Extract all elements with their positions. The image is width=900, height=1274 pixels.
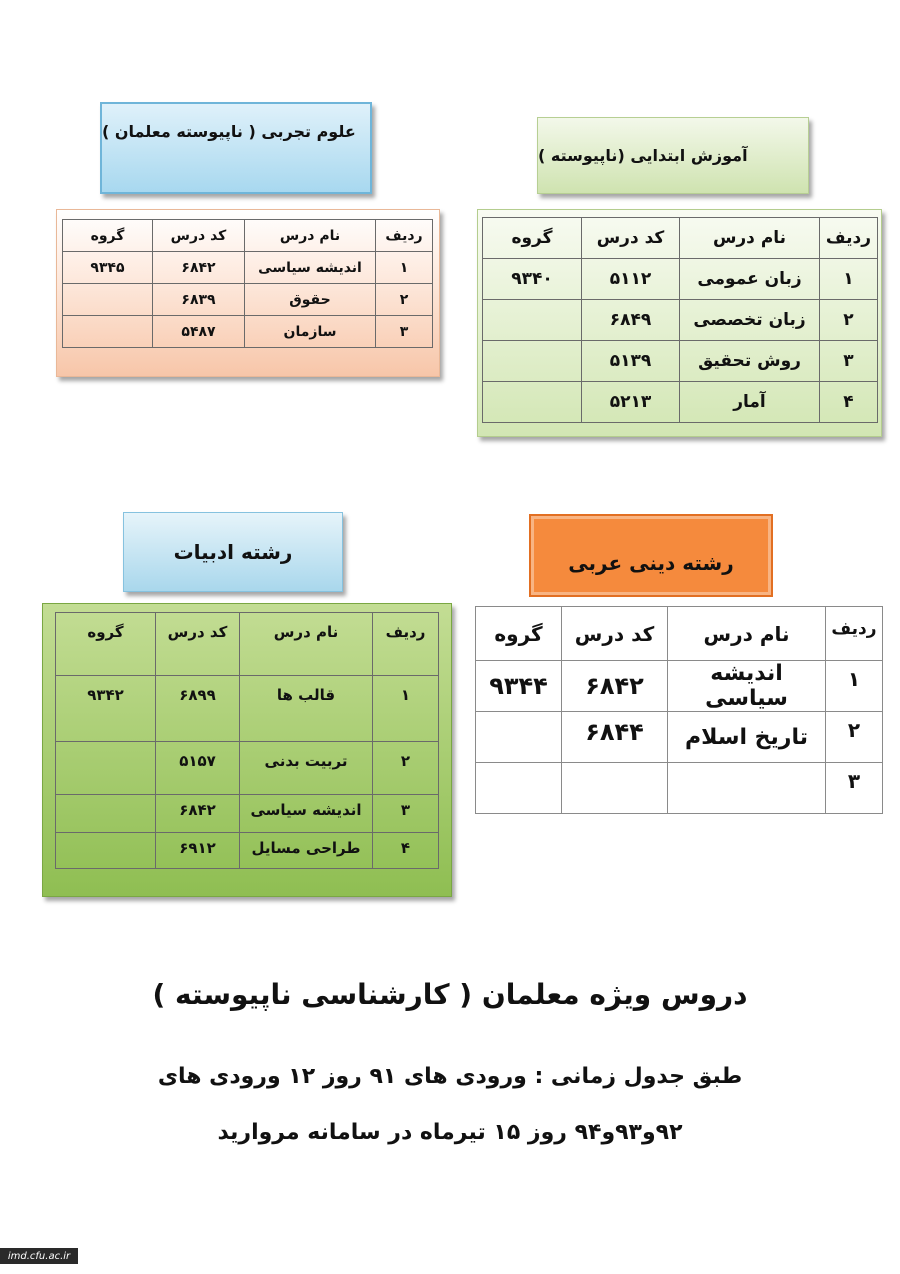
course-code: ۶۸۴۹: [582, 300, 680, 341]
row-number: ۳: [826, 763, 883, 814]
table-row: [483, 382, 878, 423]
table-row: [63, 284, 433, 316]
table-row: [56, 742, 439, 795]
header-group: گروه: [483, 218, 582, 259]
header-course-code: کد درس: [153, 220, 245, 252]
header-course-name: نام درس: [240, 613, 373, 676]
header-row-number: ردیف: [373, 613, 439, 676]
course-code: ۶۸۳۹: [153, 284, 245, 316]
table2-title: آموزش ابتدایی (ناپیوسته ): [538, 146, 748, 165]
course-code: ۵۴۸۷: [153, 316, 245, 348]
course-name: سازمان: [245, 316, 376, 348]
table-header-row: [63, 220, 433, 252]
footer-line-1: طبق جدول زمانی : ورودی های ۹۱ روز ۱۲ ورودی های: [157, 1064, 743, 1089]
table1-title: علوم تجربی ( ناپیوسته معلمان ): [102, 122, 356, 141]
course-code: ۵۱۱۲: [582, 259, 680, 300]
row-number: ۳: [820, 341, 878, 382]
row-number: ۳: [376, 316, 433, 348]
course-name: حقوق: [245, 284, 376, 316]
row-number: ۱: [820, 259, 878, 300]
course-code: ۶۸۴۲: [156, 795, 240, 833]
table3-title-box: [123, 512, 343, 592]
course-name: [668, 763, 826, 814]
table-row: [56, 795, 439, 833]
header-row-number: ردیف: [826, 607, 883, 661]
course-name: اندیشه سیاسی: [668, 661, 826, 712]
table1-title-box: [100, 102, 372, 194]
table-row: [483, 341, 878, 382]
row-number: ۴: [820, 382, 878, 423]
row-number: ۱: [376, 252, 433, 284]
table-row: [483, 259, 878, 300]
course-code: ۵۲۱۳: [582, 382, 680, 423]
row-number: ۲: [376, 284, 433, 316]
header-course-code: کد درس: [156, 613, 240, 676]
row-number: ۳: [373, 795, 439, 833]
table-row: [476, 661, 883, 712]
table2-title-box: [537, 117, 809, 194]
group-code: [56, 833, 156, 869]
site-logo: imd.cfu.ac.ir: [0, 1248, 78, 1264]
table4: [475, 606, 883, 814]
course-code: ۶۸۹۹: [156, 676, 240, 742]
course-name: تربیت بدنی: [240, 742, 373, 795]
group-code: [476, 712, 562, 763]
course-name: آمار: [680, 382, 820, 423]
table-header-row: [483, 218, 878, 259]
table-row: [476, 763, 883, 814]
table-row: [483, 300, 878, 341]
table4-title: رشته دینی عربی: [568, 550, 734, 575]
row-number: ۱: [373, 676, 439, 742]
footer-heading: دروس ویژه معلمان ( کارشناسی ناپیوسته ): [152, 978, 748, 1011]
row-number: ۲: [820, 300, 878, 341]
header-row-number: ردیف: [820, 218, 878, 259]
course-code: ۶۸۴۴: [562, 712, 668, 763]
table1: [62, 219, 433, 348]
row-number: ۲: [373, 742, 439, 795]
table-header-row: [476, 607, 883, 661]
header-row-number: ردیف: [376, 220, 433, 252]
course-code: ۶۹۱۲: [156, 833, 240, 869]
course-name: زبان عمومی: [680, 259, 820, 300]
group-code: [56, 795, 156, 833]
course-name: روش تحقیق: [680, 341, 820, 382]
header-group: گروه: [56, 613, 156, 676]
group-code: [63, 316, 153, 348]
group-code: [483, 300, 582, 341]
course-name: قالب ها: [240, 676, 373, 742]
group-code: [483, 341, 582, 382]
table-header-row: [56, 613, 439, 676]
header-course-code: کد درس: [582, 218, 680, 259]
course-name: طراحی مسایل: [240, 833, 373, 869]
group-code: ۹۳۴۲: [56, 676, 156, 742]
group-code: [63, 284, 153, 316]
row-number: ۲: [826, 712, 883, 763]
header-group: گروه: [476, 607, 562, 661]
course-code: [562, 763, 668, 814]
footer-line-2: ۹۲و۹۳و۹۴ روز ۱۵ تیرماه در سامانه مروارید: [217, 1120, 683, 1145]
group-code: ۹۳۴۴: [476, 661, 562, 712]
header-course-name: نام درس: [245, 220, 376, 252]
header-course-name: نام درس: [680, 218, 820, 259]
table-row: [56, 833, 439, 869]
row-number: ۱: [826, 661, 883, 712]
group-code: ۹۳۴۰: [483, 259, 582, 300]
table4-title-box: [531, 516, 771, 595]
group-code: [483, 382, 582, 423]
table-row: [56, 676, 439, 742]
course-name: اندیشه سیاسی: [240, 795, 373, 833]
table-row: [63, 316, 433, 348]
course-name: زبان تخصصی: [680, 300, 820, 341]
group-code: [56, 742, 156, 795]
group-code: [476, 763, 562, 814]
course-code: ۵۱۳۹: [582, 341, 680, 382]
course-code: ۶۸۴۲: [153, 252, 245, 284]
header-course-code: کد درس: [562, 607, 668, 661]
table-row: [476, 712, 883, 763]
group-code: ۹۳۴۵: [63, 252, 153, 284]
course-code: ۵۱۵۷: [156, 742, 240, 795]
course-code: ۶۸۴۲: [562, 661, 668, 712]
course-name: اندیشه سیاسی: [245, 252, 376, 284]
header-course-name: نام درس: [668, 607, 826, 661]
row-number: ۴: [373, 833, 439, 869]
table2: [482, 217, 878, 423]
table3-title: رشته ادبیات: [173, 540, 293, 564]
header-group: گروه: [63, 220, 153, 252]
course-name: تاریخ اسلام: [668, 712, 826, 763]
table3: [55, 612, 439, 869]
table-row: [63, 252, 433, 284]
